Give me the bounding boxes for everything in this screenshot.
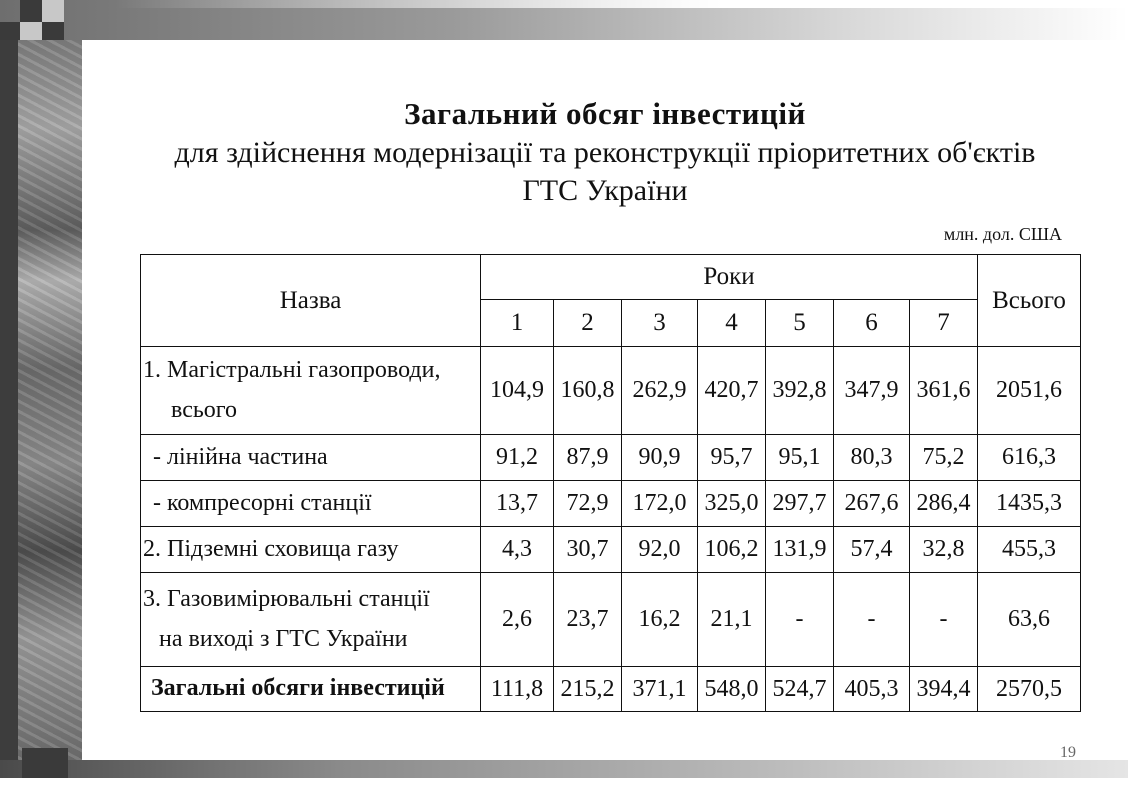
table-cell: 80,3	[834, 435, 910, 481]
row-total: 1435,3	[978, 481, 1081, 527]
table-cell: 95,1	[766, 435, 834, 481]
row-name	[141, 481, 481, 527]
sum-cell: 394,4	[910, 667, 978, 712]
table-row	[141, 481, 1081, 527]
table-cell: 131,9	[766, 527, 834, 573]
side-strip	[0, 40, 18, 770]
sum-cell: 371,1	[622, 667, 698, 712]
table-cell: 286,4	[910, 481, 978, 527]
table-cell: 2,6	[481, 573, 554, 667]
year-header: 2	[554, 300, 622, 347]
footer-decoration-bar	[0, 760, 1128, 778]
row-total: 455,3	[978, 527, 1081, 573]
year-header: 1	[481, 300, 554, 347]
table-cell: 23,7	[554, 573, 622, 667]
table-header-row	[141, 255, 1081, 300]
table-row	[141, 573, 1081, 667]
page-number: 19	[1060, 744, 1076, 761]
decoration-square	[0, 22, 20, 40]
year-header: 6	[834, 300, 910, 347]
table-cell: 347,9	[834, 347, 910, 435]
year-header: 3	[622, 300, 698, 347]
decoration-square	[20, 0, 42, 22]
row-name-line: 1. Магістральні газопроводи,	[143, 356, 441, 383]
sum-cell: 215,2	[554, 667, 622, 712]
row-name-line: - компресорні станції	[153, 489, 372, 516]
row-total: 63,6	[978, 573, 1081, 667]
table-row	[141, 347, 1081, 435]
row-name	[141, 435, 481, 481]
table-cell: 91,2	[481, 435, 554, 481]
table-cell: 90,9	[622, 435, 698, 481]
row-name-line: всього	[171, 396, 238, 423]
year-header: 5	[766, 300, 834, 347]
sum-row-name: Загальні обсяги інвестицій	[141, 667, 481, 712]
table-sum-row	[141, 667, 1081, 712]
table-cell: 87,9	[554, 435, 622, 481]
table-cell: 297,7	[766, 481, 834, 527]
decoration-square	[42, 22, 64, 40]
row-name-line: - лінійна частина	[153, 443, 328, 470]
table-cell: 104,9	[481, 347, 554, 435]
table-cell: 4,3	[481, 527, 554, 573]
table-cell: 75,2	[910, 435, 978, 481]
unit-label: млн. дол. США	[943, 224, 1062, 244]
year-header: 4	[698, 300, 766, 347]
header-decoration-fade	[115, 0, 1128, 8]
sum-total: 2570,5	[978, 667, 1081, 712]
sum-cell: 111,8	[481, 667, 554, 712]
table-cell: 92,0	[622, 527, 698, 573]
table-cell: 32,8	[910, 527, 978, 573]
sum-cell: 405,3	[834, 667, 910, 712]
row-name	[141, 573, 481, 667]
row-name	[141, 527, 481, 573]
row-name-line: 2. Підземні сховища газу	[143, 535, 399, 562]
row-total: 616,3	[978, 435, 1081, 481]
column-header-total: Всього	[978, 255, 1081, 347]
table-row	[141, 435, 1081, 481]
column-header-name: Назва	[141, 255, 481, 347]
table-cell: 172,0	[622, 481, 698, 527]
table-cell: 72,9	[554, 481, 622, 527]
row-name-line: на виході з ГТС України	[159, 625, 408, 652]
table-cell: 361,6	[910, 347, 978, 435]
table-cell: -	[834, 573, 910, 667]
row-name-line: 3. Газовимірювальні станції	[143, 585, 430, 612]
table-cell: 57,4	[834, 527, 910, 573]
table-cell: 325,0	[698, 481, 766, 527]
page-subtitle-line2: ГТС України	[522, 174, 688, 207]
page-subtitle-line1: для здійснення модернізації та реконструкції пріоритетних об'єктів	[174, 136, 1036, 169]
row-name	[141, 347, 481, 435]
table-cell: 16,2	[622, 573, 698, 667]
table-row	[141, 527, 1081, 573]
table-cell: 95,7	[698, 435, 766, 481]
table-cell: 21,1	[698, 573, 766, 667]
footer-decoration-square	[22, 748, 68, 778]
table-cell: 13,7	[481, 481, 554, 527]
table-cell: 392,8	[766, 347, 834, 435]
column-header-years: Роки	[481, 255, 978, 300]
page-title: Загальний обсяг інвестицій	[404, 96, 806, 131]
table-cell: -	[910, 573, 978, 667]
table-cell: 106,2	[698, 527, 766, 573]
table-cell: 420,7	[698, 347, 766, 435]
table-cell: -	[766, 573, 834, 667]
sum-cell: 548,0	[698, 667, 766, 712]
decoration-square	[20, 22, 42, 40]
table-cell: 30,7	[554, 527, 622, 573]
decoration-square	[42, 0, 64, 22]
row-total: 2051,6	[978, 347, 1081, 435]
table-cell: 262,9	[622, 347, 698, 435]
year-header: 7	[910, 300, 978, 347]
investment-table	[140, 254, 1081, 712]
table-cell: 160,8	[554, 347, 622, 435]
sum-cell: 524,7	[766, 667, 834, 712]
table-cell: 267,6	[834, 481, 910, 527]
